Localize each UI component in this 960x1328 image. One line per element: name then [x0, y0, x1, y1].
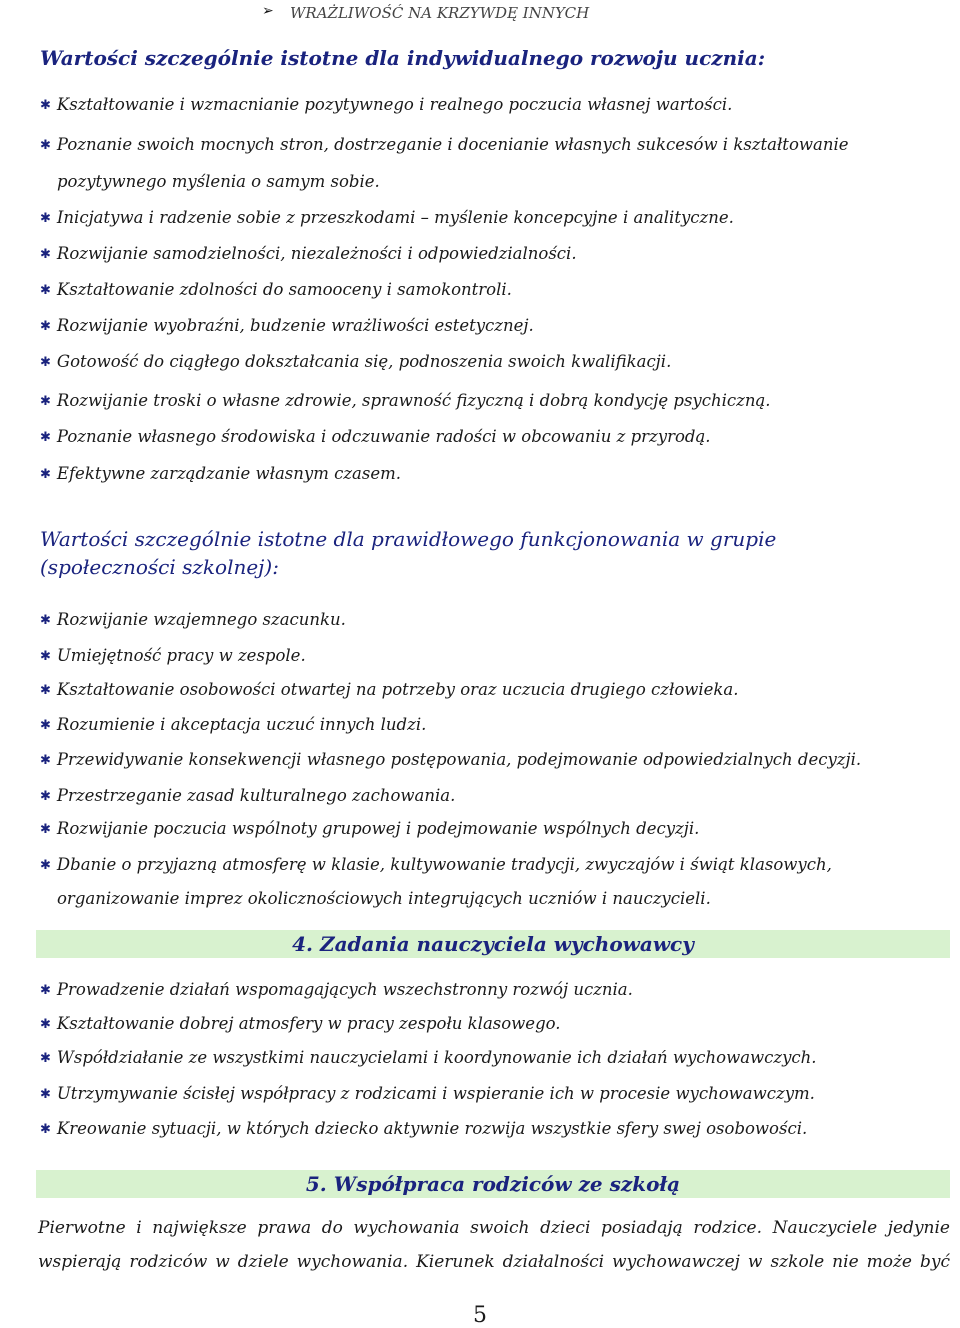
- asterisk-bullet-icon: ✱: [40, 983, 51, 998]
- asterisk-bullet-icon: ✱: [40, 355, 51, 370]
- asterisk-bullet-icon: ✱: [40, 753, 51, 768]
- asterisk-bullet-icon: ✱: [40, 789, 51, 804]
- asterisk-bullet-icon: ✱: [40, 718, 51, 733]
- section-a-title: Wartości szczególnie istotne dla indywidualnego rozwoju ucznia:: [40, 46, 766, 70]
- asterisk-bullet-icon: ✱: [40, 138, 51, 153]
- asterisk-bullet-icon: ✱: [40, 858, 51, 873]
- section-b-title-line1: Wartości szczególnie istotne dla prawidłowego funkcjonowania w grupie: [40, 527, 777, 551]
- list-item-continuation: pozytywnego myślenia o samym sobie.: [57, 172, 380, 191]
- list-item: ✱ Rozumienie i akceptacja uczuć innych ludzi.: [40, 714, 426, 737]
- asterisk-bullet-icon: ✱: [40, 319, 51, 334]
- list-item: ✱ Kształtowanie osobowości otwartej na potrzeby oraz uczucia drugiego człowieka.: [40, 679, 739, 702]
- list-item: ✱ Umiejętność pracy w zespole.: [40, 645, 306, 668]
- arrow-bullet-icon: ➢: [262, 3, 274, 19]
- asterisk-bullet-icon: ✱: [40, 683, 51, 698]
- asterisk-bullet-icon: ✱: [40, 430, 51, 445]
- asterisk-bullet-icon: ✱: [40, 1122, 51, 1137]
- asterisk-bullet-icon: ✱: [40, 649, 51, 664]
- top-heading: WRAŻLIWOŚĆ NA KRZYWDĘ INNYCH: [290, 4, 590, 22]
- section-b-title-line2: (społeczności szkolnej):: [40, 555, 279, 579]
- section-5-title: 5. Współpraca rodziców ze szkołą: [305, 1172, 681, 1196]
- page-number: 5: [473, 1303, 487, 1328]
- list-item: ✱ Rozwijanie troski o własne zdrowie, sprawność fizyczną i dobrą kondycję psychiczną.: [40, 390, 771, 413]
- list-item: ✱ Przestrzeganie zasad kulturalnego zachowania.: [40, 785, 455, 808]
- list-item: ✱ Kreowanie sytuacji, w których dziecko aktywnie rozwija wszystkie sfery swej osobowości.: [40, 1118, 807, 1141]
- asterisk-bullet-icon: ✱: [40, 1087, 51, 1102]
- list-item: ✱ Rozwijanie samodzielności, niezależności i odpowiedzialności.: [40, 243, 577, 266]
- section-4-band: [36, 930, 950, 958]
- list-item: ✱ Utrzymywanie ścisłej współpracy z rodzicami i wspieranie ich w procesie wychowawczym.: [40, 1083, 815, 1106]
- section-4-title: 4. Zadania nauczyciela wychowawcy: [292, 932, 694, 956]
- list-item: ✱ Współdziałanie ze wszystkimi nauczycielami i koordynowanie ich działań wychowawczych.: [40, 1047, 817, 1070]
- asterisk-bullet-icon: ✱: [40, 98, 51, 113]
- list-item: ✱ Dbanie o przyjazną atmosferę w klasie, kultywowanie tradycji, zwyczajów i świąt klasowych,: [40, 854, 832, 877]
- section-5-paragraph-line2: wspierają rodziców w dziele wychowania. Kierunek działalności wychowawczej w szkole nie może być: [38, 1252, 950, 1272]
- list-item: ✱ Gotowość do ciągłego dokształcania się, podnoszenia swoich kwalifikacji.: [40, 351, 671, 374]
- list-item: ✱ Poznanie swoich mocnych stron, dostrzeganie i docenianie własnych sukcesów i kształtowanie: [40, 134, 849, 157]
- list-item: ✱ Efektywne zarządzanie własnym czasem.: [40, 463, 401, 486]
- asterisk-bullet-icon: ✱: [40, 467, 51, 482]
- section-5-paragraph-line1: Pierwotne i największe prawa do wychowania swoich dzieci posiadają rodzice. Nauczyciele jedynie: [38, 1218, 950, 1238]
- list-item: ✱ Rozwijanie poczucia wspólnoty grupowej i podejmowanie wspólnych decyzji.: [40, 818, 699, 841]
- list-item: ✱ Rozwijanie wzajemnego szacunku.: [40, 609, 346, 632]
- list-item: ✱ Kształtowanie i wzmacnianie pozytywnego i realnego poczucia własnej wartości.: [40, 94, 732, 117]
- list-item-continuation: organizowanie imprez okolicznościowych integrujących uczniów i nauczycieli.: [57, 889, 711, 908]
- asterisk-bullet-icon: ✱: [40, 1051, 51, 1066]
- asterisk-bullet-icon: ✱: [40, 394, 51, 409]
- list-item: ✱ Przewidywanie konsekwencji własnego postępowania, podejmowanie odpowiedzialnych decyzji.: [40, 749, 861, 772]
- asterisk-bullet-icon: ✱: [40, 211, 51, 226]
- asterisk-bullet-icon: ✱: [40, 613, 51, 628]
- asterisk-bullet-icon: ✱: [40, 283, 51, 298]
- asterisk-bullet-icon: ✱: [40, 822, 51, 837]
- list-item: ✱ Kształtowanie dobrej atmosfery w pracy zespołu klasowego.: [40, 1013, 561, 1036]
- list-item: ✱ Kształtowanie zdolności do samooceny i samokontroli.: [40, 279, 512, 302]
- section-5-band: [36, 1170, 950, 1198]
- list-item: ✱ Rozwijanie wyobraźni, budzenie wrażliwości estetycznej.: [40, 315, 534, 338]
- asterisk-bullet-icon: ✱: [40, 1017, 51, 1032]
- asterisk-bullet-icon: ✱: [40, 247, 51, 262]
- list-item: ✱ Inicjatywa i radzenie sobie z przeszkodami – myślenie koncepcyjne i analityczne.: [40, 207, 734, 230]
- list-item: ✱ Prowadzenie działań wspomagających wszechstronny rozwój ucznia.: [40, 979, 633, 1002]
- list-item: ✱ Poznanie własnego środowiska i odczuwanie radości w obcowaniu z przyrodą.: [40, 426, 711, 449]
